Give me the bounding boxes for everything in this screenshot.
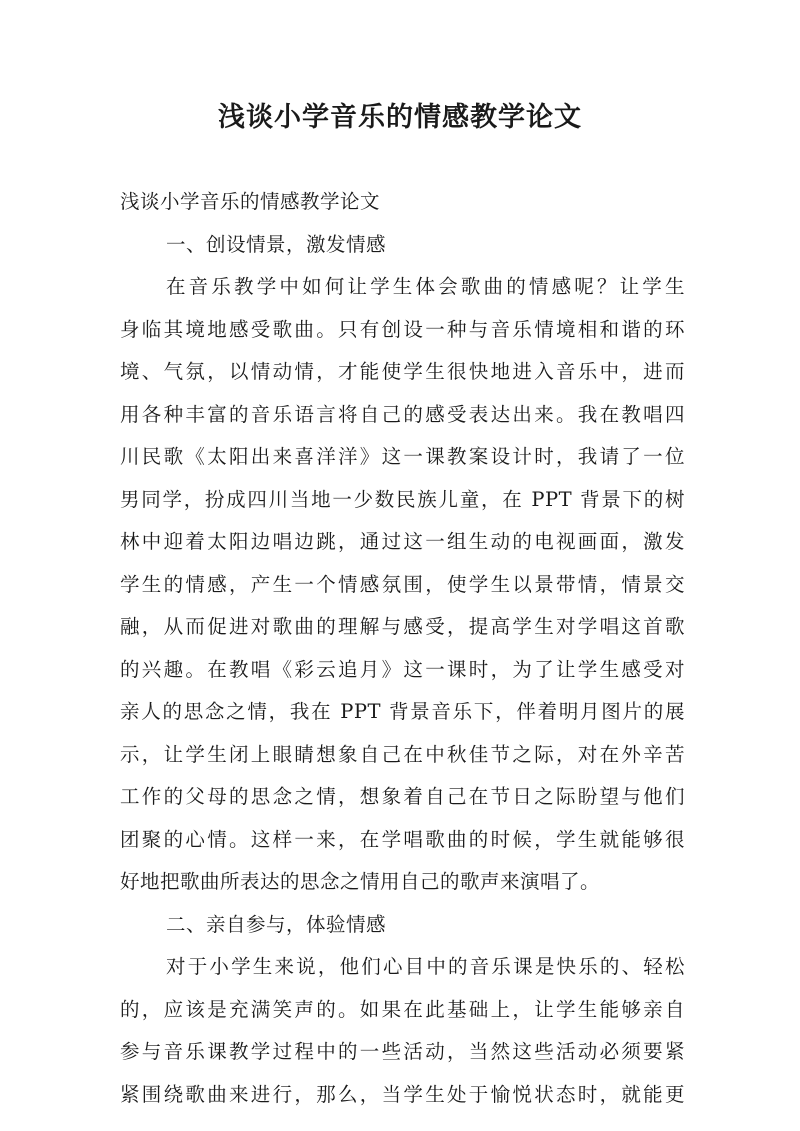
text-line: 身临其境地感受歌曲。只有创设一种与音乐情境相和谐的环 <box>120 317 685 341</box>
text-line: 一、创设情景，激发情感 <box>166 232 387 256</box>
text-line: 男同学，扮成四川当地一少数民族儿童，在 PPT 背景下的树 <box>120 487 685 511</box>
document-body <box>120 181 685 1116</box>
document-title: 浅谈小学音乐的情感教学论文 <box>218 102 582 133</box>
text-line: 浅谈小学音乐的情感教学论文 <box>120 190 381 213</box>
text-line: 用各种丰富的音乐语言将自己的感受表达出来。我在教唱四 <box>120 402 685 426</box>
text-line: 在音乐教学中如何让学生体会歌曲的情感呢？让学生 <box>166 275 685 298</box>
text-line: 融，从而促进对歌曲的理解与感受，提高学生对学唱这首歌 <box>120 615 685 638</box>
text-line: 境、气氛，以情动情，才能使学生很快地进入音乐中，进而 <box>120 360 685 383</box>
text-line: 的，应该是充满笑声的。如果在此基础上，让学生能够亲自 <box>120 997 685 1021</box>
text-line: 的兴趣。在教唱《彩云追月》这一课时，为了让学生感受对 <box>120 657 685 681</box>
text-line: 团聚的心情。这样一来，在学唱歌曲的时候，学生就能够很 <box>120 827 685 851</box>
text-line: 对于小学生来说，他们心目中的音乐课是快乐的、轻松 <box>166 955 685 978</box>
text-line: 紧围绕歌曲来进行，那么，当学生处于愉悦状态时，就能更 <box>120 1082 685 1106</box>
text-line: 参与音乐课教学过程中的一些活动，当然这些活动必须要紧 <box>120 1040 685 1063</box>
text-line: 川民歌《太阳出来喜洋洋》这一课教案设计时，我请了一位 <box>120 445 685 468</box>
text-line: 林中迎着太阳边唱边跳，通过这一组生动的电视画面，激发 <box>120 530 685 553</box>
text-line: 好地把歌曲所表达的思念之情用自己的歌声来演唱了。 <box>120 870 601 893</box>
text-line: 学生的情感，产生一个情感氛围，使学生以景带情，情景交 <box>120 572 685 596</box>
text-line: 工作的父母的思念之情，想象着自己在节日之际盼望与他们 <box>120 785 685 808</box>
text-line: 示，让学生闭上眼睛想象自己在中秋佳节之际，对在外辛苦 <box>120 742 685 766</box>
text-line: 二、亲自参与，体验情感 <box>166 912 387 936</box>
text-line: 亲人的思念之情，我在 PPT 背景音乐下，伴着明月图片的展 <box>120 700 685 723</box>
